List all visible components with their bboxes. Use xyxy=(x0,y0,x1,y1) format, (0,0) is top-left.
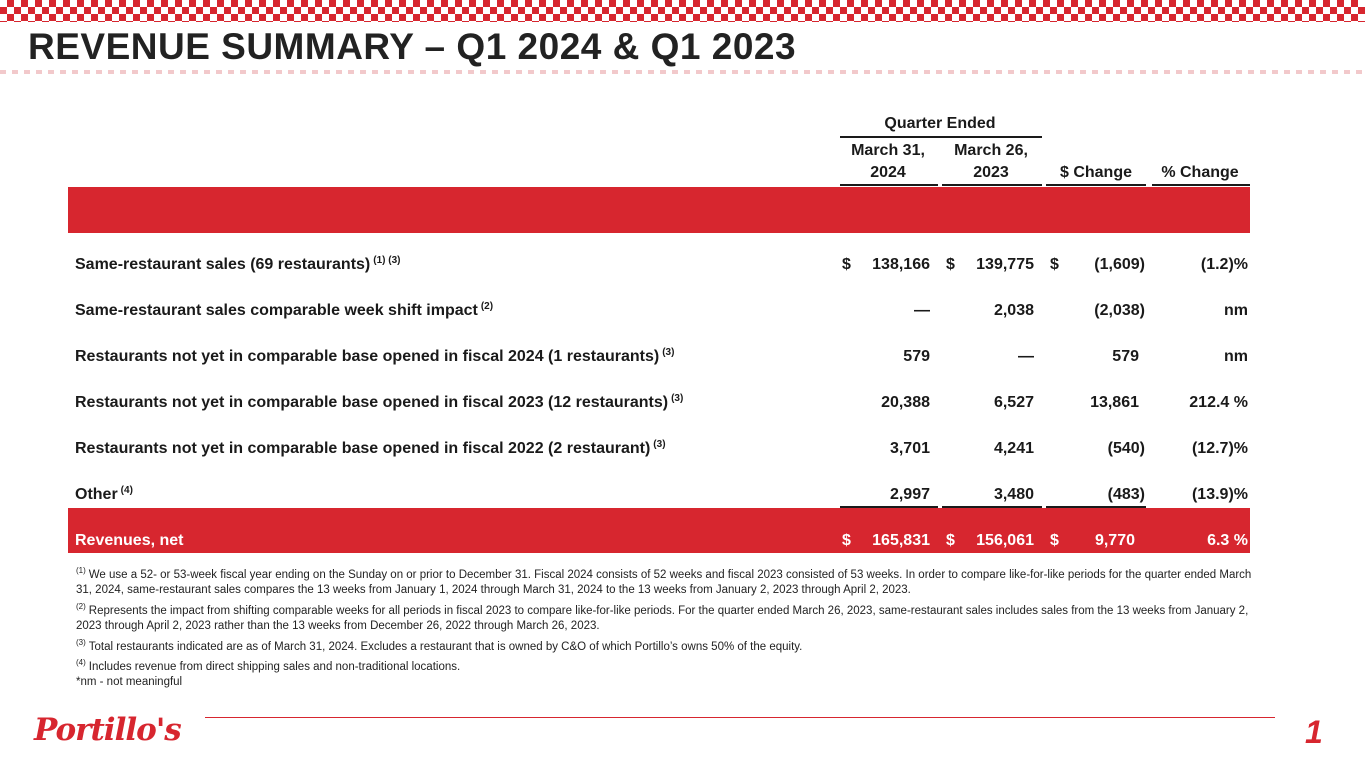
total-cell-col2: 156,061 xyxy=(976,532,1034,549)
table-cell-col2: 4,241 xyxy=(993,440,1034,457)
table-row-label: Same-restaurant sales (69 restaurants) $^{(1) (3)}$ xyxy=(75,255,401,273)
checkered-top-border xyxy=(0,0,1365,22)
col1-header-line1: March 31, xyxy=(851,142,925,159)
group-header-rule xyxy=(840,136,1042,138)
col2-header-line1: March 26, xyxy=(954,142,1028,159)
table-cell-col1: 138,166 xyxy=(872,256,930,273)
table-cell-col2: 6,527 xyxy=(993,394,1034,411)
table-cell-col3: (2,038) xyxy=(1094,302,1145,319)
footnote: $^{(2)}$ Represents the impact from shifting comparable weeks for all periods in fiscal 2023 to compare like-for-like periods. For the quarter ended March 26, 2023, same-restaurant sales includes sales from the 13 weeks from January 2, 2023 through April 2, 2023 rather than the 13 weeks from December 26, 2022 through March 26, 2023. xyxy=(76,601,1249,633)
table-cell-col4: (13.9)% xyxy=(1191,486,1248,503)
table-cell-col4: (1.2)% xyxy=(1200,256,1248,273)
table-row-label: Restaurants not yet in comparable base opened in fiscal 2024 (1 restaurants) $^{(3)}$ xyxy=(75,347,675,365)
table-row-label: Other $^{(4)}$ xyxy=(75,485,133,503)
col2-header-line2: 2023 xyxy=(973,164,1009,181)
col2-header xyxy=(942,140,1040,184)
table-cell-col2: 3,480 xyxy=(993,486,1034,503)
footnote: $^{(1)}$ We use a 52- or 53-week fiscal year ending on the Sunday on or prior to December 31. Fiscal 2024 consists of 52 weeks and fiscal 2023 consisted of 53 weeks. In order to compare like-for-like periods for the quarter ended March 31, 2024, same-restaurant sales compares the 13 weeks from January 1, 2024 through March 31, 2024 to the 13 weeks from January 2, 2023 through April 2, 2023. xyxy=(76,566,1252,597)
dollar-sign: $ xyxy=(1050,532,1059,549)
page-number: 1 xyxy=(1305,714,1323,750)
total-cell-col3: 9,770 xyxy=(1094,532,1135,549)
dollar-sign: $ xyxy=(842,532,851,549)
dollar-sign: $ xyxy=(842,256,851,273)
table-cell-col3: (540) xyxy=(1107,440,1145,457)
table-cell-col1: 579 xyxy=(903,348,930,365)
col2-header-rule xyxy=(942,184,1042,186)
footnote: *nm - not meaningful xyxy=(76,676,183,689)
col3-header: $ Change xyxy=(1059,164,1132,181)
col1-header-rule xyxy=(840,184,938,186)
table-row-label: Restaurants not yet in comparable base opened in fiscal 2022 (2 restaurant) $^{(3)}$ xyxy=(75,439,666,457)
dollar-sign: $ xyxy=(946,256,955,273)
table-cell-col1: 20,388 xyxy=(881,394,930,411)
dollar-sign: $ xyxy=(946,532,955,549)
footnotes xyxy=(76,563,1256,691)
portillos-logo: Portillo's xyxy=(34,712,181,748)
table-cell-col4: nm xyxy=(1224,302,1248,319)
total-row-label: Revenues, net xyxy=(75,532,184,549)
table-row-label: Restaurants not yet in comparable base opened in fiscal 2023 (12 restaurants) $^{(3)}$ xyxy=(75,393,684,411)
table-cell-col3: (1,609) xyxy=(1094,256,1145,273)
col4-header-rule xyxy=(1152,184,1250,186)
table-cell-col4: (12.7)% xyxy=(1191,440,1248,457)
table-cell-col1: 3,701 xyxy=(889,440,930,457)
col3-header-rule xyxy=(1046,184,1146,186)
table-cell-col2: 139,775 xyxy=(976,256,1034,273)
footnote: $^{(3)}$ Total restaurants indicated are as of March 31, 2024. Excludes a restaurant that is owned by C&O of which Portillo’s owns 50% of the equity. xyxy=(76,637,803,653)
table-cell-col3: 579 xyxy=(1112,348,1139,365)
table-cell-col2: 2,038 xyxy=(993,302,1034,319)
table-cell-col3: (483) xyxy=(1107,486,1145,503)
total-cell-col4: 6.3 % xyxy=(1207,532,1248,549)
group-header: Quarter Ended xyxy=(884,115,996,132)
table-cell-col4: nm xyxy=(1224,348,1248,365)
header-red-band xyxy=(68,187,1250,233)
footnote: $^{(4)}$ Includes revenue from direct shipping sales and non-traditional locations. xyxy=(76,657,461,673)
col4-header: % Change xyxy=(1161,164,1239,181)
table-cell-col2: — xyxy=(1018,348,1034,365)
table-cell-col1: 2,997 xyxy=(889,486,930,503)
page-title: REVENUE SUMMARY – Q1 2024 & Q1 2023 xyxy=(28,26,797,67)
col1-header-line2: 2024 xyxy=(870,164,906,181)
table-cell-col3: 13,861 xyxy=(1090,394,1139,411)
col1-header xyxy=(840,140,936,184)
table-cell-col1: — xyxy=(914,302,930,319)
footer-rule xyxy=(205,717,1275,718)
table-row-label: Same-restaurant sales comparable week shift impact $^{(2)}$ xyxy=(75,301,494,319)
table-cell-col4: 212.4 % xyxy=(1189,394,1248,411)
total-cell-col1: 165,831 xyxy=(872,532,930,549)
dollar-sign: $ xyxy=(1050,256,1059,273)
